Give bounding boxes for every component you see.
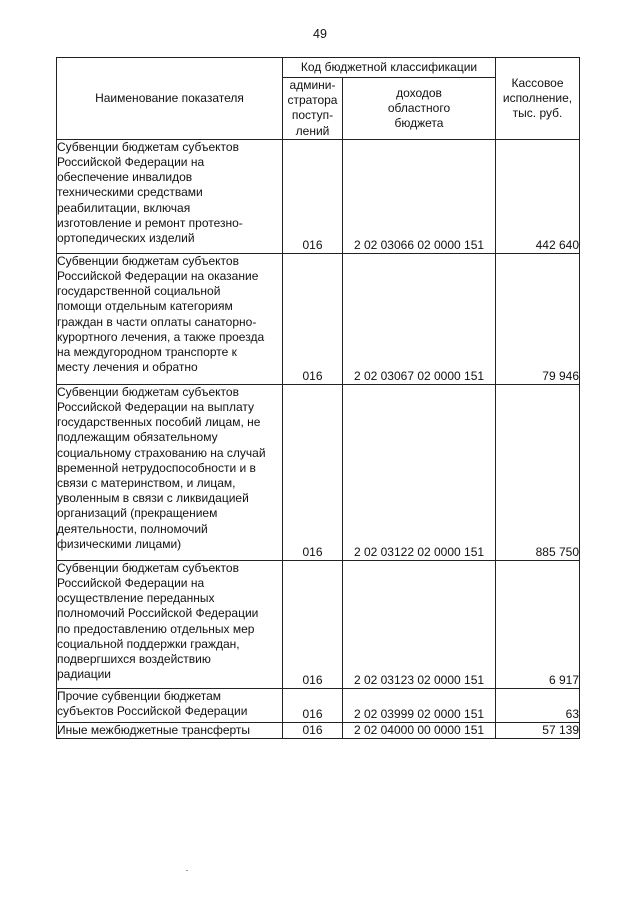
row-code: 2 02 03066 02 0000 151: [343, 139, 496, 253]
row-code: 2 02 03067 02 0000 151: [343, 253, 496, 384]
row-code: 2 02 03123 02 0000 151: [343, 560, 496, 688]
header-code-group: Код бюджетной классификации: [283, 58, 496, 78]
header-income-text: доходов областного бюджета: [387, 85, 451, 130]
row-name: Иные межбюджетные трансферты: [57, 722, 283, 738]
budget-table: [56, 57, 580, 739]
table-row: [57, 253, 580, 384]
row-amount: 63: [496, 688, 580, 722]
row-admin: 016: [283, 688, 343, 722]
row-name: Субвенции бюджетам субъектов Российской Федерации на оказание государственной социальной помощи отдельным категориям граждан в части оплаты санаторно- курортного лечения, а также проезда на междугородном транспорте к месту лечения и обратно: [57, 253, 283, 384]
row-admin: 016: [283, 384, 343, 560]
row-admin: 016: [283, 722, 343, 738]
row-name: Субвенции бюджетам субъектов Российской Федерации на обеспечение инвалидов техническими средствами реабилитации, включая изготовление и ремонт протезно- ортопедических изделий: [57, 139, 283, 253]
header-name: Наименование показателя: [57, 58, 283, 140]
row-admin: 016: [283, 253, 343, 384]
row-amount: 57 139: [496, 722, 580, 738]
table-row: [57, 688, 580, 722]
row-amount: 885 750: [496, 384, 580, 560]
row-admin: 016: [283, 560, 343, 688]
row-amount: 79 946: [496, 253, 580, 384]
header-row-top: [57, 58, 580, 78]
page-number: 49: [313, 27, 327, 41]
table-row: [57, 722, 580, 738]
header-amount-text: Кассовое исполнение, тыс. руб.: [502, 75, 573, 120]
row-name: Прочие субвенции бюджетам субъектов Российской Федерации: [57, 688, 283, 722]
table-row: [57, 560, 580, 688]
header-admin-text: админи- стратора поступ- лений: [287, 78, 338, 138]
header-amount: [496, 58, 580, 140]
table-row: [57, 139, 580, 253]
table-row: [57, 384, 580, 560]
row-code: 2 02 03122 02 0000 151: [343, 384, 496, 560]
row-code: 2 02 04000 00 0000 151: [343, 722, 496, 738]
row-amount: 6 917: [496, 560, 580, 688]
row-name: Субвенции бюджетам субъектов Российской Федерации на осуществление переданных полномочий Российской Федерации по предоставлению отдельных мер социальной поддержки граждан, подвергшихся воздействию радиации: [57, 560, 283, 688]
row-code: 2 02 03999 02 0000 151: [343, 688, 496, 722]
header-admin: [283, 78, 343, 140]
row-name: Субвенции бюджетам субъектов Российской Федерации на выплату государственных пособий лицам, не подлежащим обязательному социальному страхованию на случай временной нетрудоспособности и в связи с материнством, и лицам, уволенным в связи с ликвидацией организаций (прекращением деятельности, полномочий физическими лицами): [57, 384, 283, 560]
scan-speck: [186, 870, 188, 871]
header-income: [343, 78, 496, 140]
row-amount: 442 640: [496, 139, 580, 253]
row-admin: 016: [283, 139, 343, 253]
